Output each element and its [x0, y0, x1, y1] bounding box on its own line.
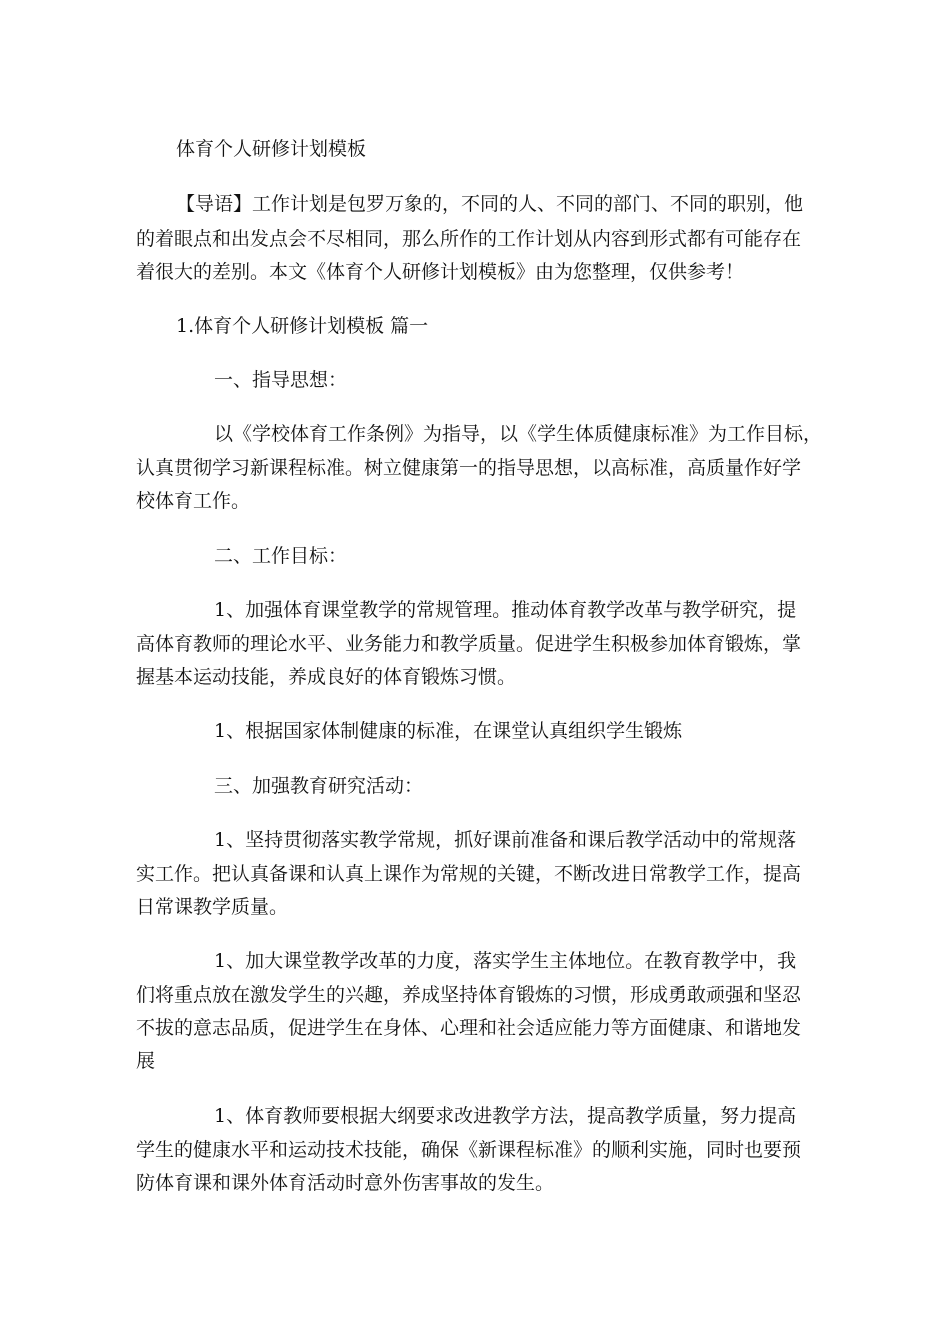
para5-line-2: 们将重点放在激发学生的兴趣，养成坚持体育锻炼的习惯，形成勇敢顽强和坚忍	[136, 984, 802, 1006]
para6-line-1: 1、体育教师要根据大纲要求改进教学方法，提高教学质量，努力提高	[214, 1105, 797, 1127]
para3-line-1: 1、根据国家体制健康的标准，在课堂认真组织学生锻炼	[214, 720, 683, 742]
para2-line-2: 高体育教师的理论水平、业务能力和教学质量。促进学生积极参加体育锻炼，掌	[136, 633, 802, 655]
para1-line-1: 以《学校体育工作条例》为指导，以《学生体质健康标准》为工作目标，	[214, 423, 823, 445]
para2-line-3: 握基本运动技能，养成良好的体育锻炼习惯。	[136, 666, 517, 688]
section-heading: 1.体育个人研修计划模板 篇一	[176, 315, 429, 337]
para4-line-3: 日常课教学质量。	[136, 896, 289, 918]
subheading-research: 三、加强教育研究活动：	[214, 775, 424, 797]
para4-line-1: 1、坚持贯彻落实教学常规，抓好课前准备和课后教学活动中的常规落	[214, 829, 797, 851]
para4-line-2: 实工作。把认真备课和认真上课作为常规的关键，不断改进日常教学工作，提高	[136, 863, 802, 885]
intro-line-1: 【导语】工作计划是包罗万象的，不同的人、不同的部门、不同的职别，他	[176, 193, 804, 215]
para6-line-2: 学生的健康水平和运动技术技能，确保《新课程标准》的顺利实施，同时也要预	[136, 1139, 802, 1161]
intro-line-3: 着很大的差别。本文《体育个人研修计划模板》由为您整理，仅供参考！	[136, 261, 745, 283]
para5-line-4: 展	[136, 1050, 156, 1072]
document-title: 体育个人研修计划模板	[176, 138, 367, 160]
intro-line-2: 的着眼点和出发点会不尽相同，那么所作的工作计划从内容到形式都有可能存在	[136, 228, 802, 250]
para6-line-3: 防体育课和课外体育活动时意外伤害事故的发生。	[136, 1172, 555, 1194]
subheading-work-goals: 二、工作目标：	[214, 545, 348, 567]
para1-line-2: 认真贯彻学习新课程标准。树立健康第一的指导思想，以高标准，高质量作好学	[136, 457, 802, 479]
para2-line-1: 1、加强体育课堂教学的常规管理。推动体育教学改革与教学研究，提	[214, 599, 797, 621]
subheading-guiding-thought: 一、指导思想：	[214, 369, 348, 391]
para5-line-3: 不拔的意志品质，促进学生在身体、心理和社会适应能力等方面健康、和谐地发	[136, 1017, 802, 1039]
para1-line-3: 校体育工作。	[136, 490, 251, 512]
para5-line-1: 1、加大课堂教学改革的力度，落实学生主体地位。在教育教学中，我	[214, 950, 797, 972]
